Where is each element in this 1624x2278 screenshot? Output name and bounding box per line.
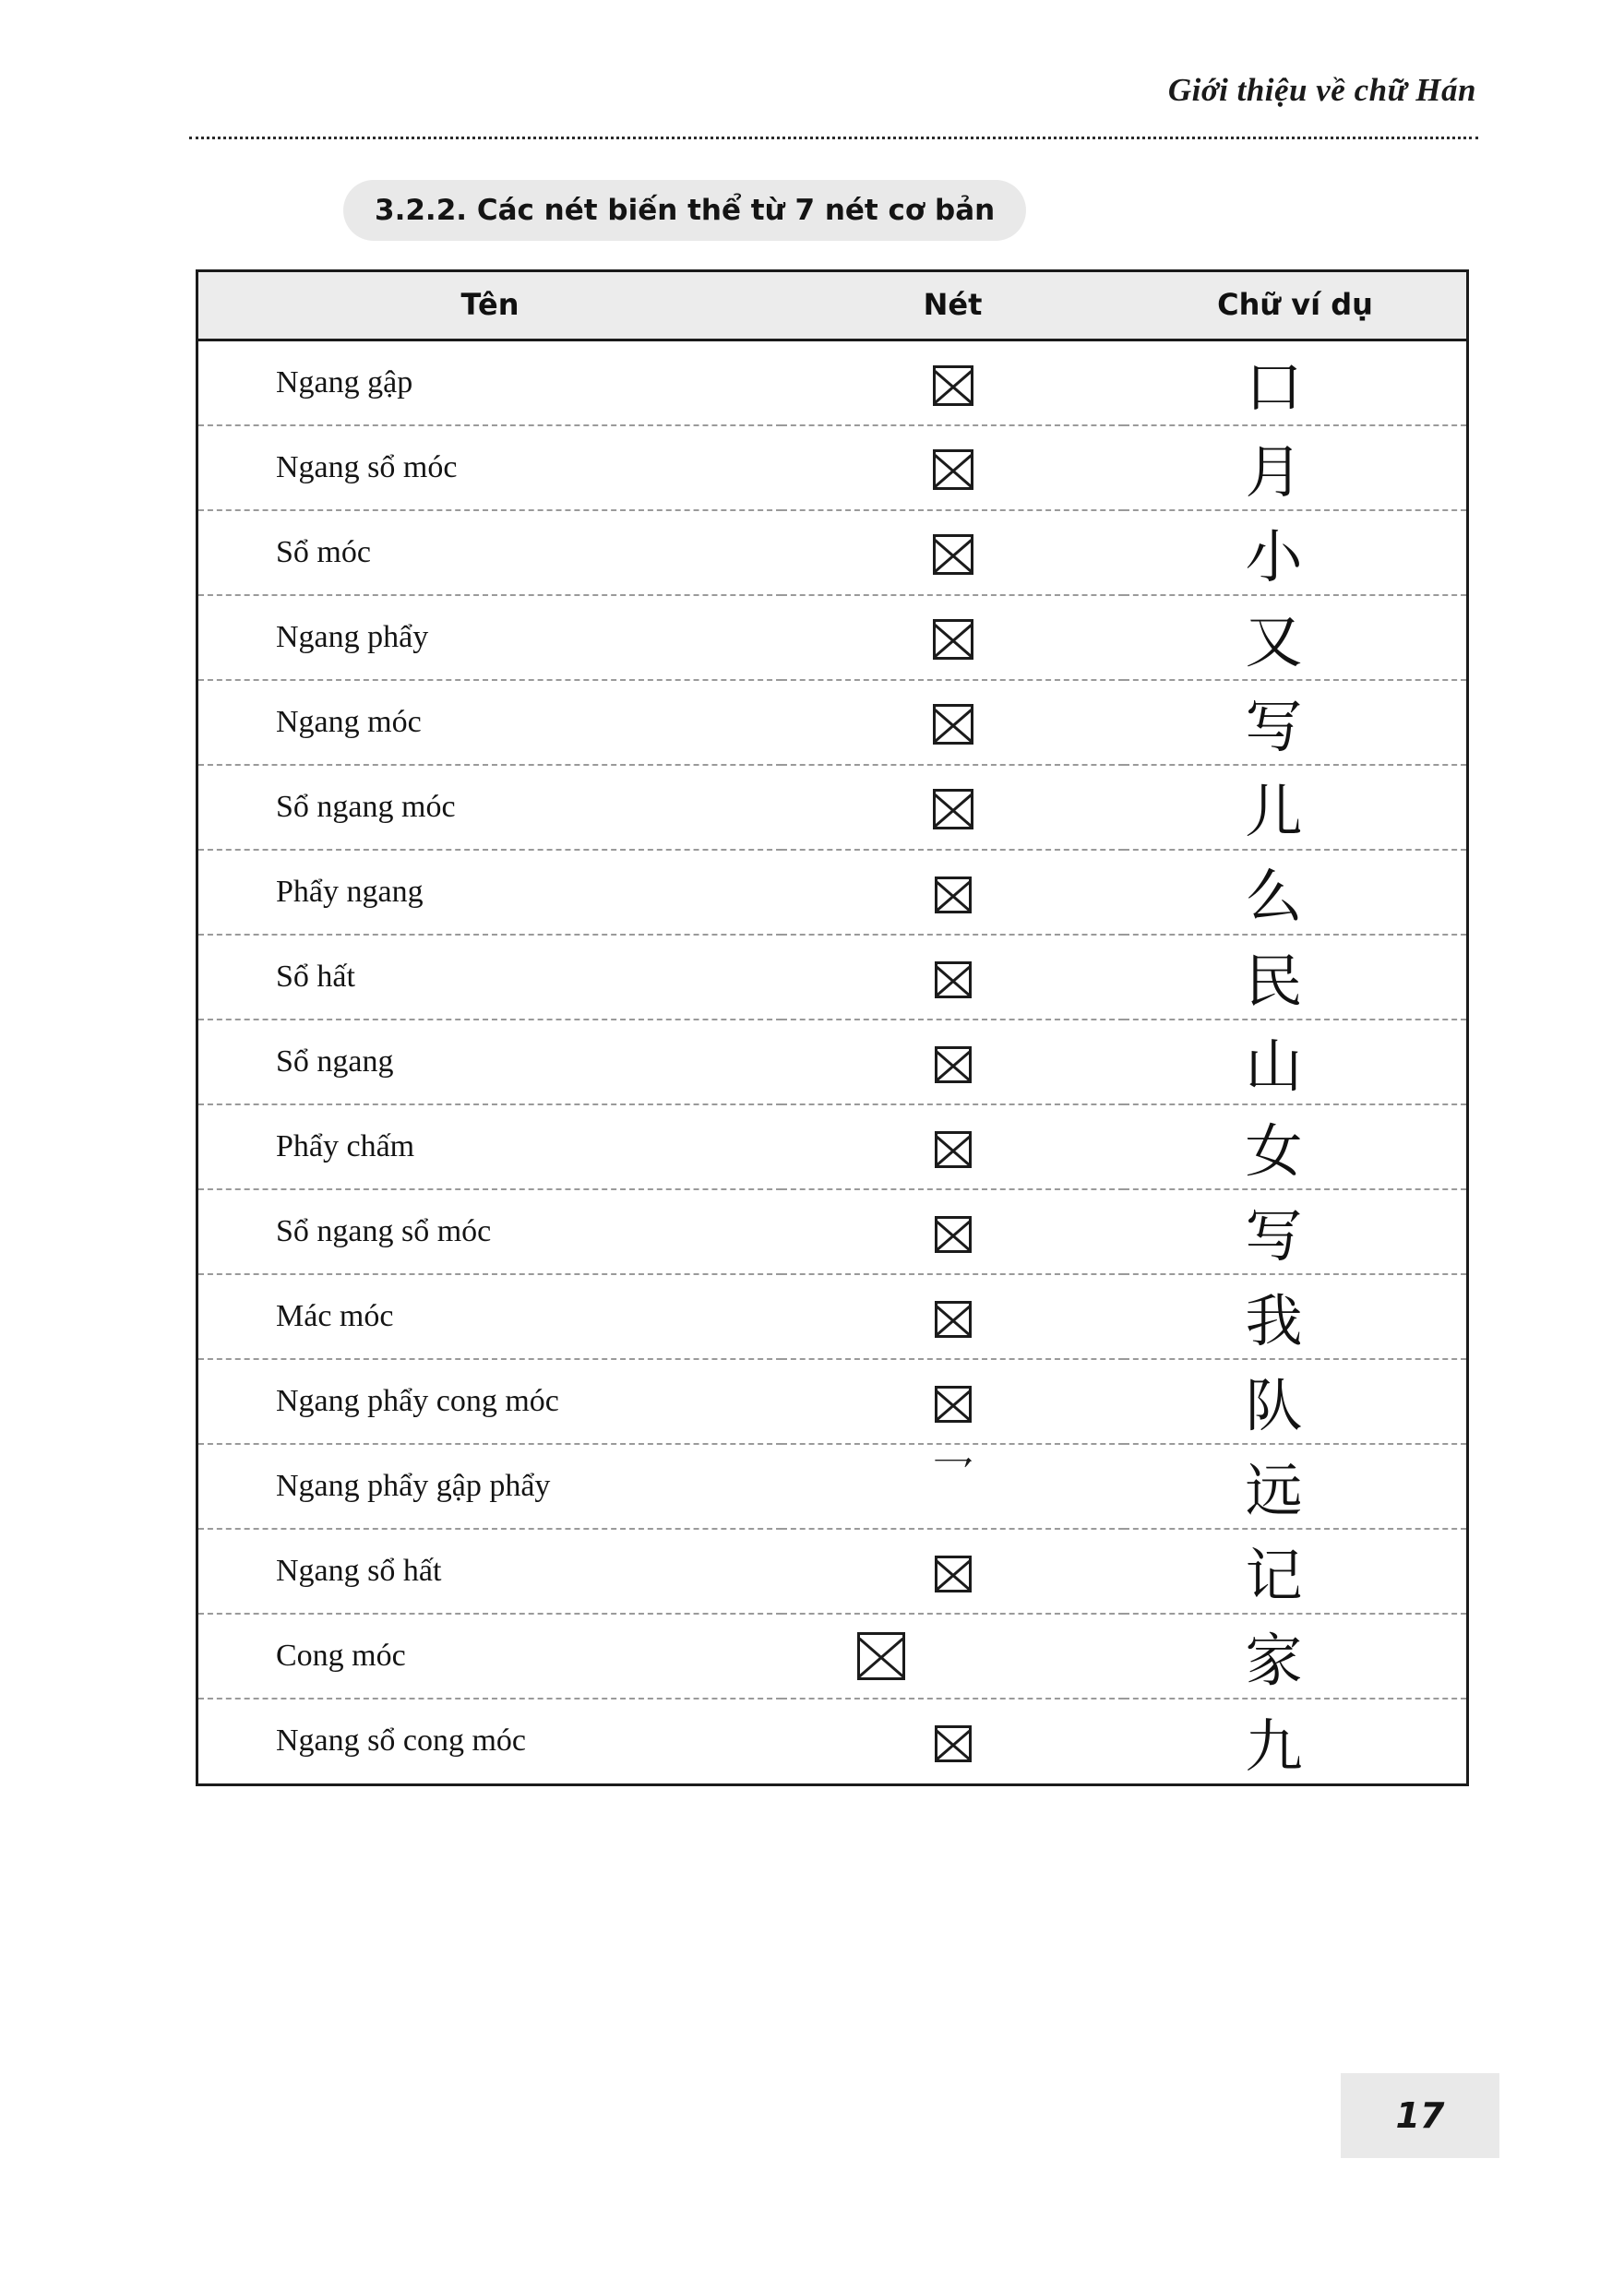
stroke-variants-table <box>196 269 1469 1786</box>
row-stroke <box>782 850 1124 935</box>
table-row <box>198 1614 1466 1699</box>
row-name: Sổ ngang <box>198 1020 782 1104</box>
row-stroke <box>782 1189 1124 1274</box>
row-name: Ngang gập <box>198 340 782 425</box>
row-example: 九 <box>1245 1711 1303 1780</box>
stroke-glyph-box-icon <box>935 1556 972 1592</box>
table-row <box>198 935 1466 1020</box>
running-head: Giới thiệu về chữ Hán <box>1167 72 1476 108</box>
stroke-glyph-box-icon <box>935 961 972 998</box>
stroke-glyph-box-icon <box>933 789 973 829</box>
row-name: Ngang móc <box>198 680 782 765</box>
row-stroke <box>782 595 1124 680</box>
page-number-text: 17 <box>1395 2095 1445 2136</box>
stroke-glyph-box-icon <box>933 365 973 406</box>
table-row <box>198 510 1466 595</box>
row-stroke <box>782 1274 1124 1359</box>
row-name: Mác móc <box>198 1274 782 1359</box>
row-stroke <box>782 1529 1124 1614</box>
table-row <box>198 1104 1466 1189</box>
row-example: 队 <box>1124 1359 1466 1444</box>
page-number-tab <box>1341 2073 1499 2158</box>
row-stroke <box>782 765 1124 850</box>
stroke-glyph-box-icon <box>935 1725 972 1762</box>
row-example: 写 <box>1124 1189 1466 1274</box>
row-stroke <box>782 425 1124 510</box>
row-name: Phẩy ngang <box>198 850 782 935</box>
row-example: 小 <box>1124 510 1466 595</box>
row-example: 月 <box>1124 425 1466 510</box>
column-header-name: Tên <box>198 272 782 340</box>
table-row <box>198 1020 1466 1104</box>
row-name: Ngang phẩy gập phẩy <box>198 1444 782 1529</box>
row-name: Sổ móc <box>198 510 782 595</box>
stroke-glyph-box-icon <box>933 619 973 660</box>
row-stroke <box>782 1699 1124 1783</box>
table-row <box>198 425 1466 510</box>
row-stroke <box>782 1359 1124 1444</box>
row-name: Sổ ngang sổ móc <box>198 1189 782 1274</box>
table-row <box>198 765 1466 850</box>
row-example: 民 <box>1124 935 1466 1020</box>
stroke-glyph-box-icon <box>935 877 972 913</box>
row-example: 远 <box>1124 1444 1466 1529</box>
table-row <box>198 1359 1466 1444</box>
section-title-pill <box>343 180 1026 241</box>
row-example: 女 <box>1124 1104 1466 1189</box>
row-example: 记 <box>1124 1529 1466 1614</box>
stroke-glyph-box-icon <box>933 704 973 745</box>
row-stroke <box>782 340 1124 425</box>
row-stroke <box>782 1444 1124 1529</box>
row-example: 口 <box>1124 340 1466 425</box>
row-name: Ngang phẩy <box>198 595 782 680</box>
stroke-glyph-box-icon <box>935 1046 972 1083</box>
row-example: 山 <box>1124 1020 1466 1104</box>
row-stroke <box>782 935 1124 1020</box>
table-row <box>198 680 1466 765</box>
table-row <box>198 1699 1466 1783</box>
column-header-example: Chữ ví dụ <box>1124 272 1466 340</box>
section-title-text: 3.2.2. Các nét biến thể từ 7 nét cơ bản <box>375 194 996 227</box>
table-row <box>198 1274 1466 1359</box>
row-example: 么 <box>1124 850 1466 935</box>
row-example: 家 <box>1124 1614 1466 1699</box>
row-name: Phẩy chấm <box>198 1104 782 1189</box>
table-row <box>198 340 1466 425</box>
row-example: 儿 <box>1124 765 1466 850</box>
row-stroke <box>782 1104 1124 1189</box>
stroke-glyph-box-icon <box>935 1386 972 1423</box>
stroke-glyph: 乛 <box>931 1452 974 1502</box>
stroke-glyph-box-icon <box>935 1216 972 1253</box>
stroke-glyph-box-icon <box>935 1301 972 1338</box>
table-row <box>198 850 1466 935</box>
stroke-glyph-box-icon <box>933 449 973 490</box>
row-name: Sổ hất <box>198 935 782 1020</box>
table-row <box>198 595 1466 680</box>
stroke-glyph-box-icon <box>935 1131 972 1168</box>
table-row <box>198 1189 1466 1274</box>
table-row <box>198 1529 1466 1614</box>
row-name: Cong móc <box>198 1614 782 1699</box>
row-stroke <box>782 510 1124 595</box>
row-stroke <box>782 1614 1124 1699</box>
row-stroke <box>782 680 1124 765</box>
column-header-stroke: Nét <box>782 272 1124 340</box>
table-body <box>198 340 1466 1783</box>
table-header-row <box>198 272 1466 340</box>
row-name: Sổ ngang móc <box>198 765 782 850</box>
row-stroke <box>782 1020 1124 1104</box>
row-name: Ngang sổ móc <box>198 425 782 510</box>
row-example: 我 <box>1124 1274 1466 1359</box>
row-example: 又 <box>1124 595 1466 680</box>
row-name: Ngang sổ cong móc <box>276 1723 527 1758</box>
table-row <box>198 1444 1466 1529</box>
row-name: Ngang phẩy cong móc <box>198 1359 782 1444</box>
row-name: Ngang sổ hất <box>198 1529 782 1614</box>
stroke-glyph-box-icon <box>857 1632 905 1680</box>
stroke-glyph-box-icon <box>933 534 973 575</box>
row-example: 写 <box>1124 680 1466 765</box>
header-divider <box>189 137 1478 139</box>
